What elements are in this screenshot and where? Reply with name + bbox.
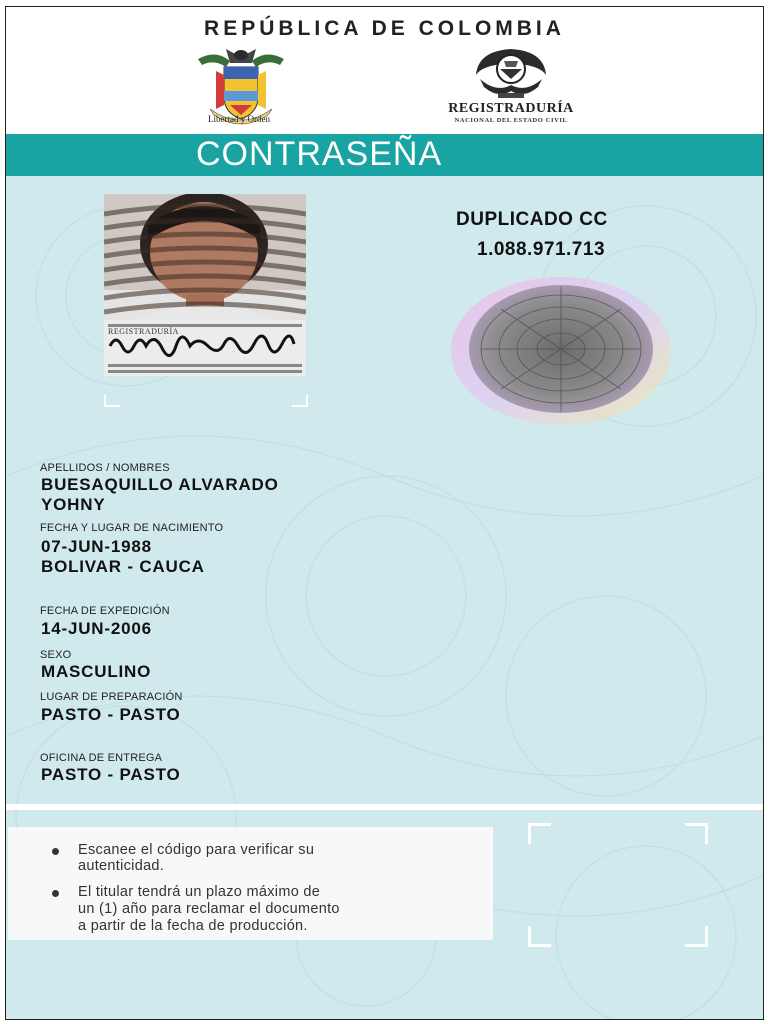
registry-name: REGISTRADURÍA bbox=[448, 101, 574, 116]
field-value-issue-date: 14-JUN-2006 bbox=[41, 619, 152, 638]
photo-image bbox=[104, 194, 306, 376]
document-number: 1.088.971.713 bbox=[477, 239, 606, 260]
country-title: REPÚBLICA DE COLOMBIA bbox=[204, 17, 565, 40]
qr-frame-corner bbox=[528, 823, 551, 844]
photo-stamp-text: REGISTRADURÍA bbox=[108, 327, 179, 336]
field-label-names: APELLIDOS / NOMBRES bbox=[40, 462, 170, 474]
qr-code-area[interactable] bbox=[528, 823, 708, 947]
field-value-given-name: YOHNY bbox=[41, 495, 106, 514]
hologram-seal bbox=[446, 275, 676, 427]
registry-subtitle: NACIONAL DEL ESTADO CIVIL bbox=[454, 117, 568, 124]
qr-frame-corner bbox=[528, 926, 551, 947]
note-line: autenticidad. bbox=[78, 858, 165, 874]
field-label-issue-date: FECHA DE EXPEDICIÓN bbox=[40, 605, 170, 617]
holder-photo bbox=[104, 194, 306, 376]
field-value-sex: MASCULINO bbox=[41, 662, 152, 681]
field-value-delivery-office: PASTO - PASTO bbox=[41, 765, 181, 784]
note-line: Escanee el código para verificar su bbox=[78, 842, 315, 858]
field-value-birth-date: 07-JUN-1988 bbox=[41, 537, 152, 556]
bullet-icon bbox=[52, 848, 59, 855]
field-value-birth-place: BOLIVAR - CAUCA bbox=[41, 557, 205, 576]
title-banner bbox=[6, 134, 763, 176]
note-line: El titular tendrá un plazo máximo de bbox=[78, 884, 321, 900]
field-value-surnames: BUESAQUILLO ALVARADO bbox=[41, 475, 279, 494]
field-label-delivery-office: OFICINA DE ENTREGA bbox=[40, 752, 163, 764]
duplicate-label: DUPLICADO CC bbox=[456, 209, 608, 230]
motto-text: Libertad y Orden bbox=[208, 114, 270, 124]
registraduria-seal-icon bbox=[466, 45, 556, 105]
divider bbox=[6, 804, 763, 810]
bullet-icon bbox=[52, 890, 59, 897]
instructions-box bbox=[8, 827, 493, 940]
qr-frame-corner bbox=[685, 823, 708, 844]
field-label-preparation: LUGAR DE PREPARACIÓN bbox=[40, 691, 183, 703]
banner-title: CONTRASEÑA bbox=[196, 135, 443, 173]
field-label-birth: FECHA Y LUGAR DE NACIMIENTO bbox=[40, 522, 224, 534]
id-card bbox=[5, 6, 764, 1020]
photo-frame-corner bbox=[104, 395, 120, 407]
note-line: a partir de la fecha de producción. bbox=[78, 918, 308, 934]
field-label-sex: SEXO bbox=[40, 649, 72, 661]
qr-frame-corner bbox=[685, 926, 708, 947]
field-value-preparation: PASTO - PASTO bbox=[41, 705, 181, 724]
note-line: un (1) año para reclamar el documento bbox=[78, 901, 340, 917]
card-header bbox=[6, 7, 763, 134]
photo-frame-corner bbox=[292, 395, 308, 407]
